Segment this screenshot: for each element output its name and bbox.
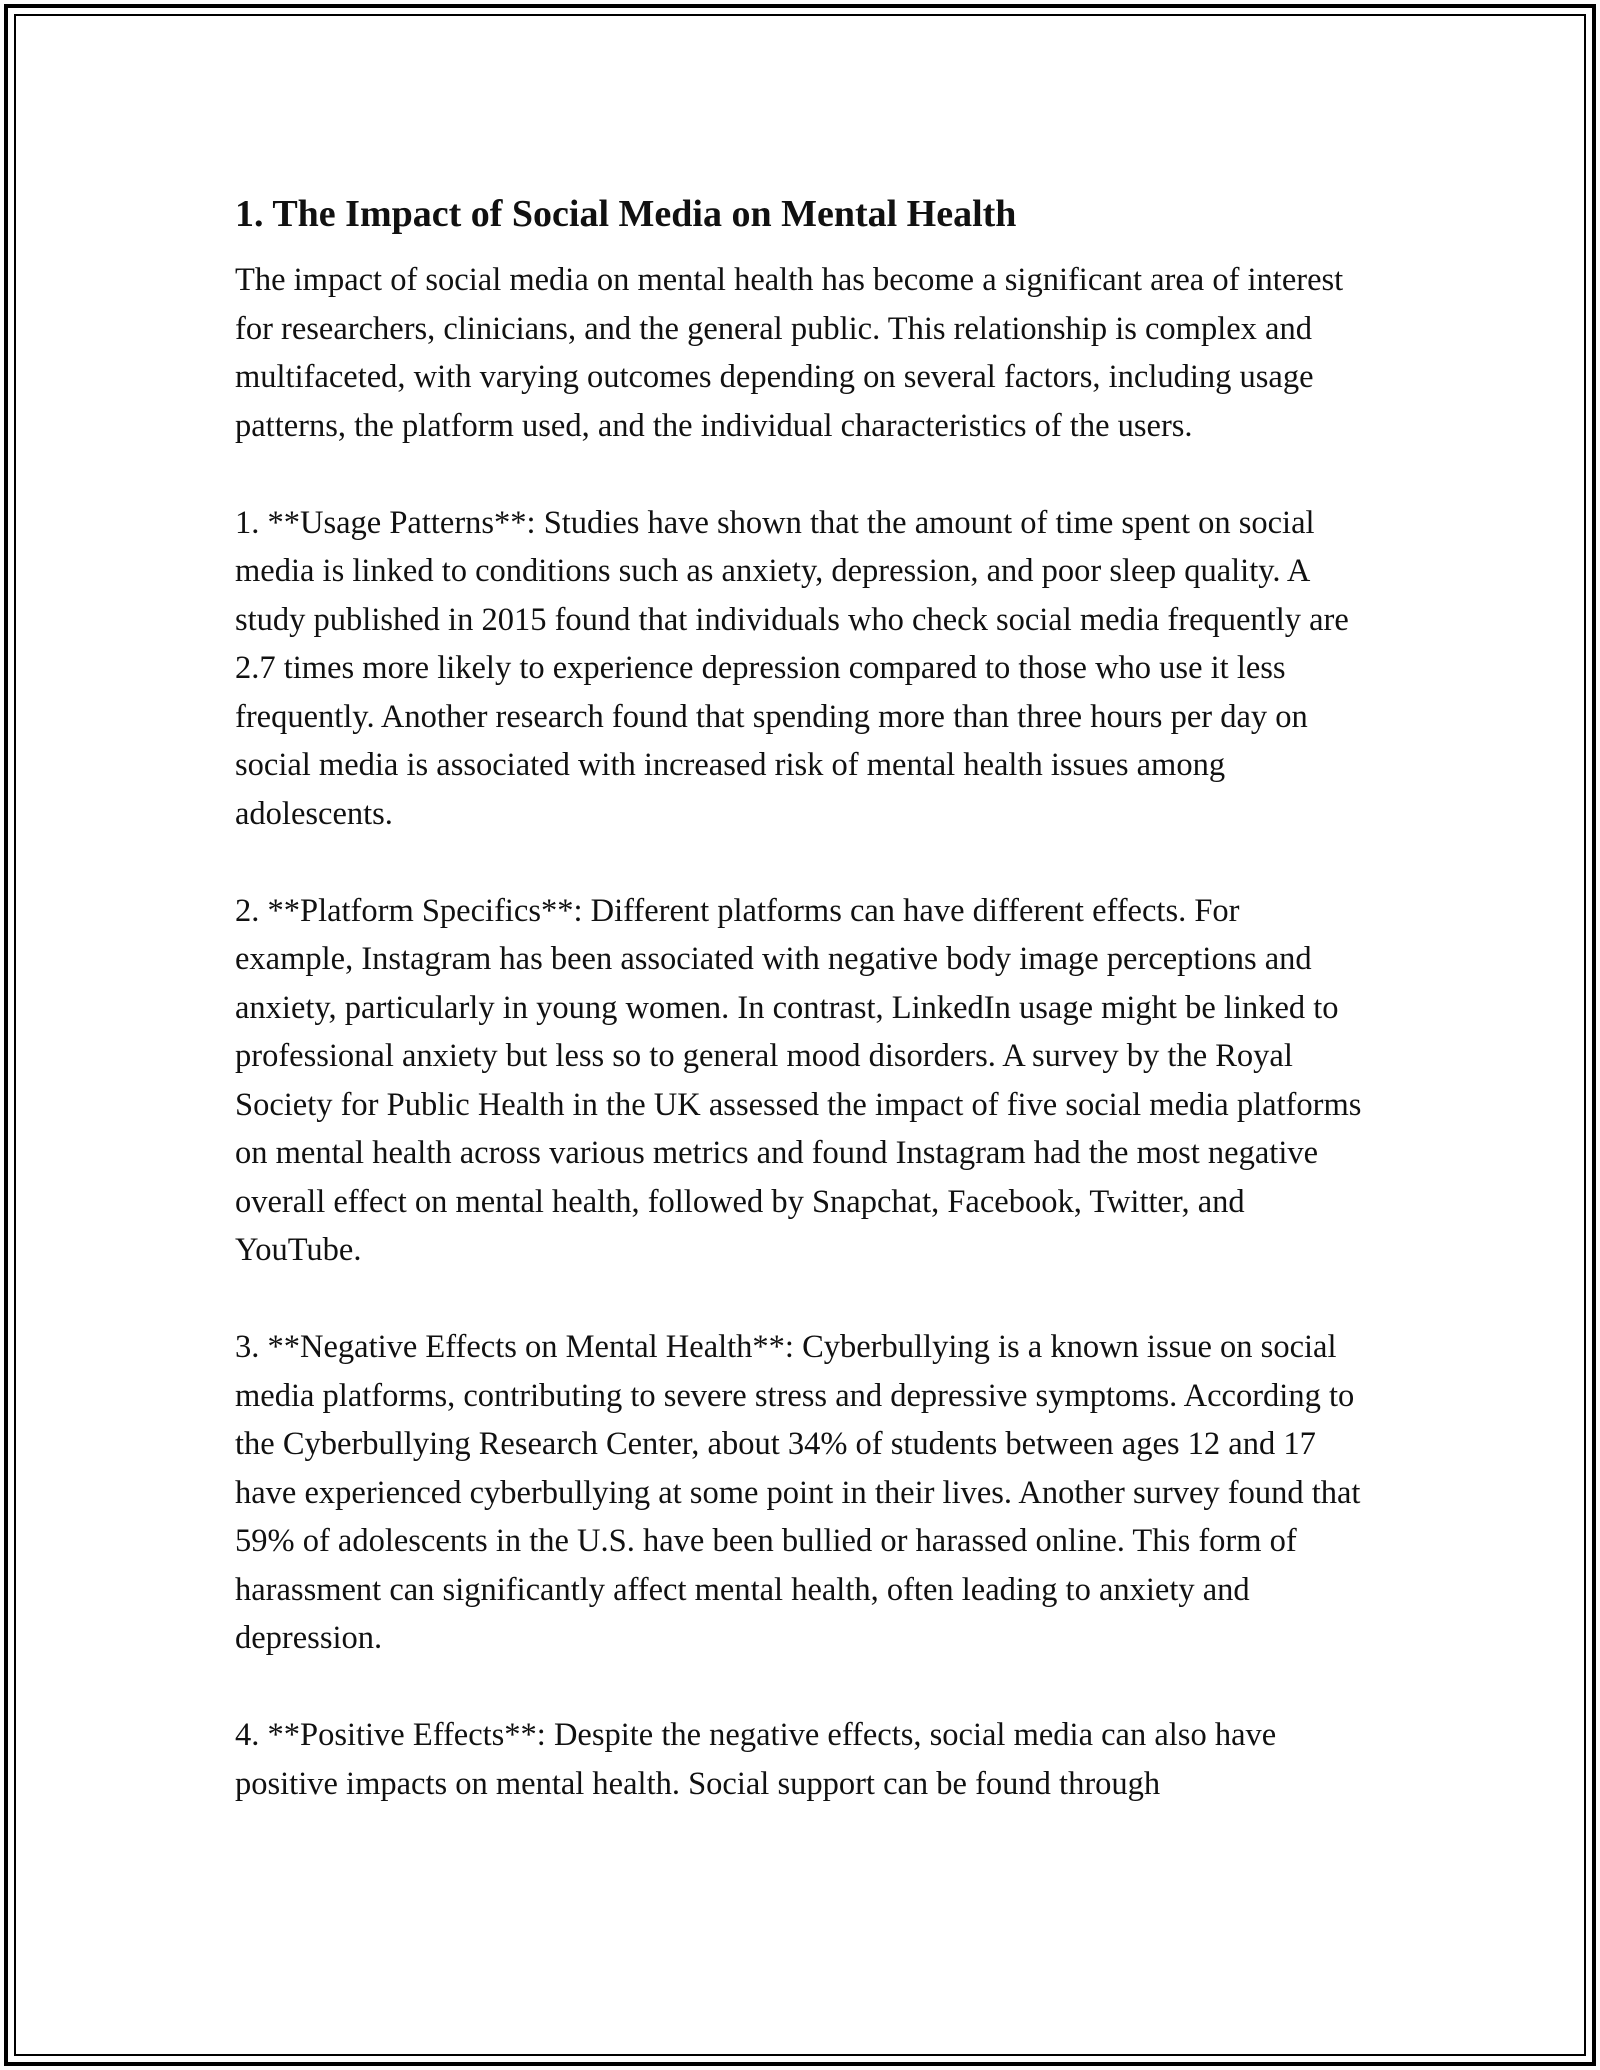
usage-patterns-paragraph: 1. **Usage Patterns**: Studies have shown that the amount of time spent on social media is linked to conditions such as anxiety, depression, and poor sleep quality. A study published in 2015 found that individuals who check social media frequently are 2.7 times more likely to experience depression compared to those who use it less frequently. Another research found that spending more than three hours per day on social media is associated with increased risk of mental health issues among adolescents. — [235, 504, 1349, 832]
section-title: 1. The Impact of Social Media on Mental Health — [235, 193, 1017, 235]
intro-paragraph: The impact of social media on mental health has become a significant area of interest for researchers, clinicians, and the general public. This relationship is complex and multifaceted, with varying outcomes depending on several factors, including usage patterns, the platform used, and the individual characteristics of the users. — [235, 262, 1344, 444]
platform-specifics-paragraph: 2. **Platform Specifics**: Different platforms can have different effects. For example, Instagram has been associated with negative body image perceptions and anxiety, particularly in young women. In contrast, LinkedIn usage might be linked to professional anxiety but less so to general mood disorders. A survey by the Royal Society for Public Health in the UK assessed the impact of five social media platforms on mental health across various metrics and found Instagram had the most negative overall effect on mental health, followed by Snapchat, Facebook, Twitter, and YouTube. — [235, 892, 1362, 1268]
document-body — [235, 186, 1365, 1808]
negative-effects-paragraph: 3. **Negative Effects on Mental Health**: Cyberbullying is a known issue on social media platforms, contributing to severe stress and depressive symptoms. According to the Cyberbullying Research Center, about 34% of students between ages 12 and 17 have experienced cyberbullying at some point in their lives. Another survey found that 59% of adolescents in the U.S. have been bullied or harassed online. This form of harassment can significantly affect mental health, often leading to anxiety and depression. — [235, 1329, 1361, 1656]
positive-effects-paragraph: 4. **Positive Effects**: Despite the negative effects, social media can also have positive impacts on mental health. Social support can be found through — [235, 1717, 1277, 1802]
